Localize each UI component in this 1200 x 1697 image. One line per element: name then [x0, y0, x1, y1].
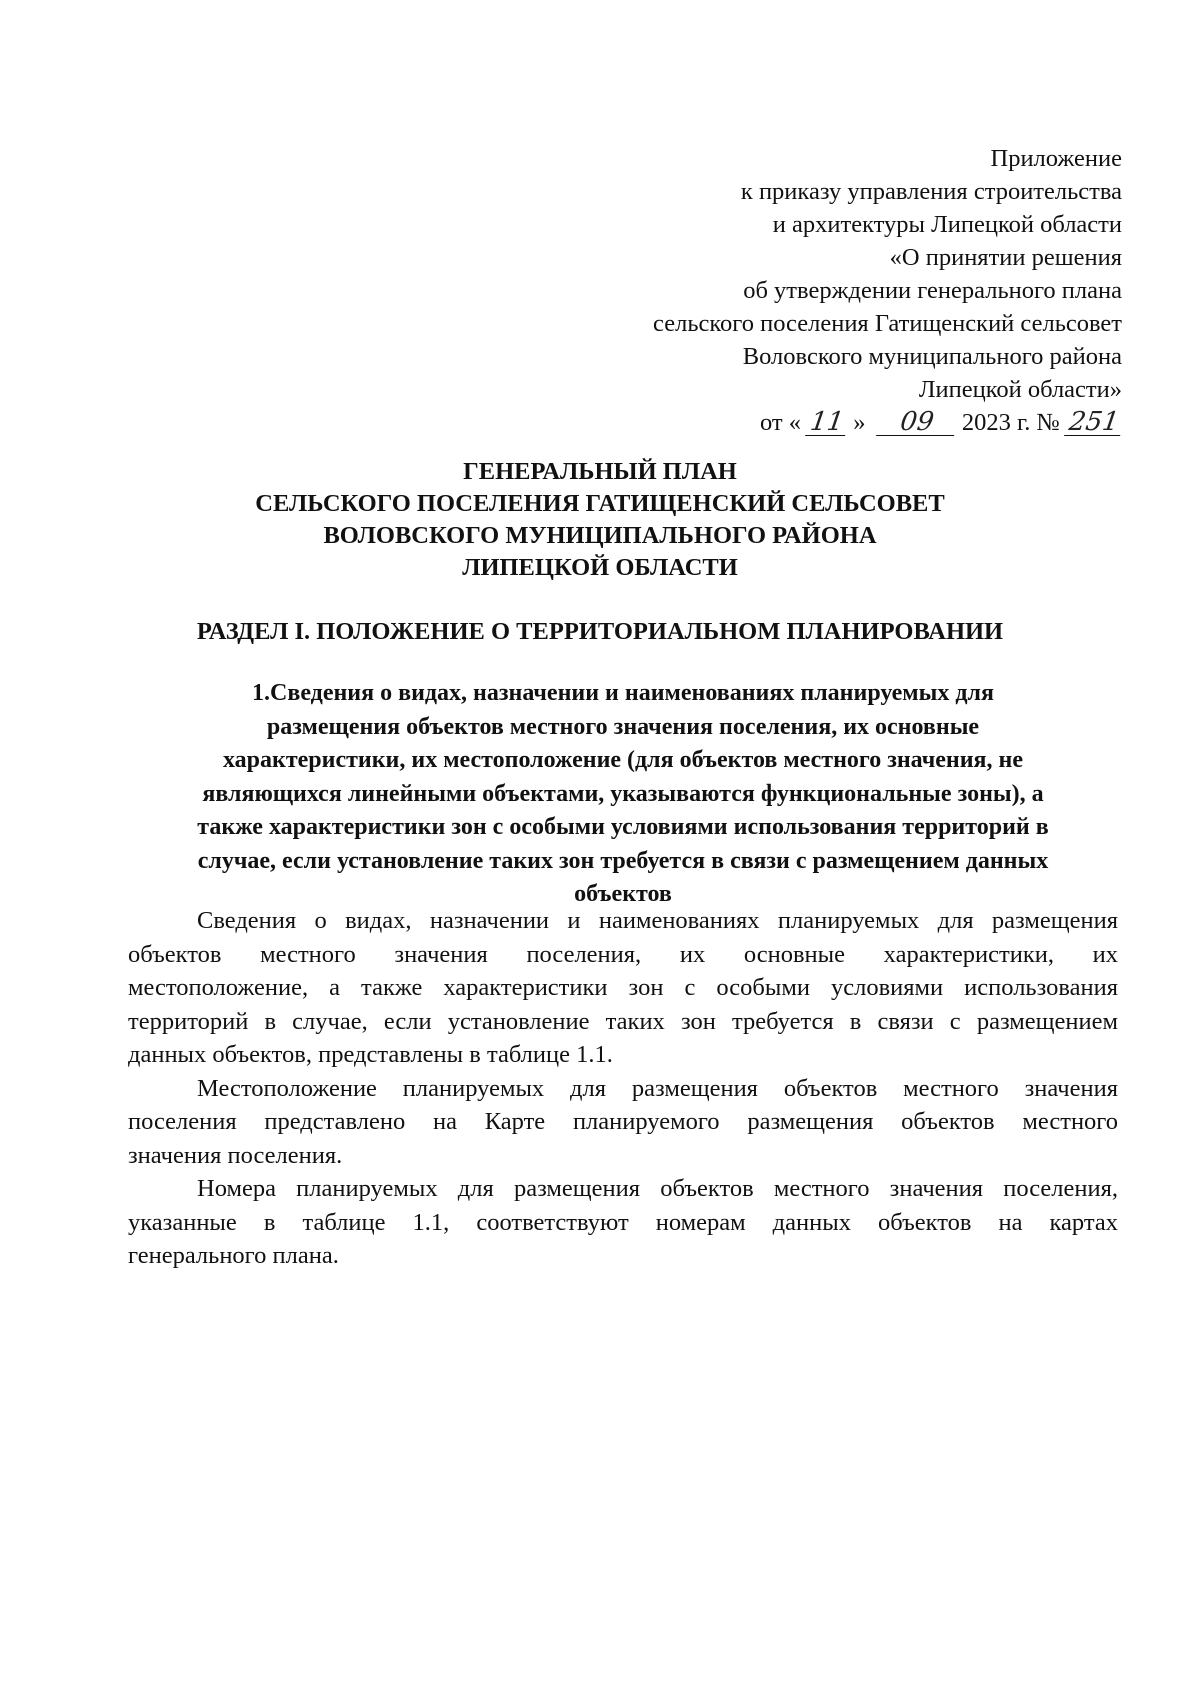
subsection-line: объектов — [574, 881, 672, 907]
paragraph-line: поселения представлено на Карте планируемого размещения объектов местного — [128, 1108, 1118, 1135]
appendix-header — [442, 142, 1122, 439]
paragraph-line: Местоположение планируемых для размещения объектов местного значения — [197, 1074, 1118, 1102]
section-title: РАЗДЕЛ I. ПОЛОЖЕНИЕ О ТЕРРИТОРИАЛЬНОМ ПЛАНИРОВАНИИ — [196, 618, 1004, 645]
paragraph — [128, 1072, 1118, 1173]
handwritten-day: 11 — [805, 409, 849, 436]
handwritten-month: 09 — [876, 409, 958, 436]
title-line: ЛИПЕЦКОЙ ОБЛАСТИ — [462, 554, 738, 581]
paragraph-line: местоположение, а также характеристики зон с особыми условиями использования — [128, 974, 1118, 1001]
subsection-line: являющихся линейными объектами, указываются функциональные зоны), а — [202, 780, 1044, 807]
paragraph-line: указанные в таблице 1.1, соответствуют номерам данных объектов на картах — [128, 1208, 1118, 1236]
paragraph-line: Сведения о видах, назначении и наименованиях планируемых для размещения — [197, 907, 1118, 934]
appendix-line: к приказу управления строительства — [740, 178, 1122, 205]
paragraph — [128, 1172, 1118, 1273]
subsection-line: также характеристики зон с особыми условиями использования территорий в — [197, 814, 1049, 840]
date-prefix: от « — [759, 409, 801, 436]
appendix-line: Приложение — [990, 145, 1122, 172]
handwritten-order-number: 251 — [1064, 409, 1124, 436]
subsection-line: случае, если установление таких зон требуется в связи с размещением данных — [197, 847, 1049, 874]
paragraph-line: значения поселения. — [128, 1141, 343, 1169]
date-mid: » — [853, 409, 866, 436]
appendix-line: «О принятии решения — [889, 244, 1122, 271]
order-date-line — [442, 406, 1122, 439]
paragraph — [128, 904, 1118, 1072]
appendix-line: сельского поселения Гатищенский сельсовет — [653, 310, 1122, 337]
subsection-heading — [128, 677, 1118, 912]
appendix-line: Воловского муниципального района — [742, 343, 1122, 370]
paragraph-line: Номера планируемых для размещения объектов местного значения поселения, — [197, 1175, 1118, 1202]
subsection-line: размещения объектов местного значения поселения, их основные — [266, 713, 980, 740]
paragraph-line: данных объектов, представлены в таблице 1.1. — [128, 1041, 613, 1068]
year-text: 2023 г. № — [961, 409, 1060, 436]
subsection-line: характеристики, их местоположение (для объектов местного значения, не — [222, 747, 1024, 773]
paragraph-line: объектов местного значения поселения, их основные характеристики, их — [128, 940, 1118, 968]
subsection-line: 1.Сведения о видах, назначении и наименованиях планируемых для — [252, 680, 994, 706]
appendix-line: Липецкой области» — [918, 376, 1122, 403]
paragraph-line: генерального плана. — [128, 1242, 339, 1269]
title-line: ВОЛОВСКОГО МУНИЦИПАЛЬНОГО РАЙОНА — [323, 522, 877, 549]
document-title — [0, 456, 1200, 584]
appendix-line: и архитектуры Липецкой области — [772, 211, 1122, 238]
body-text — [128, 904, 1118, 1273]
title-line: СЕЛЬСКОГО ПОСЕЛЕНИЯ ГАТИЩЕНСКИЙ СЕЛЬСОВЕТ — [255, 490, 945, 517]
title-line: ГЕНЕРАЛЬНЫЙ ПЛАН — [463, 458, 737, 485]
appendix-line: об утверждении генерального плана — [743, 277, 1122, 304]
paragraph-line: территорий в случае, если установление таких зон требуется в связи с размещением — [128, 1007, 1118, 1035]
